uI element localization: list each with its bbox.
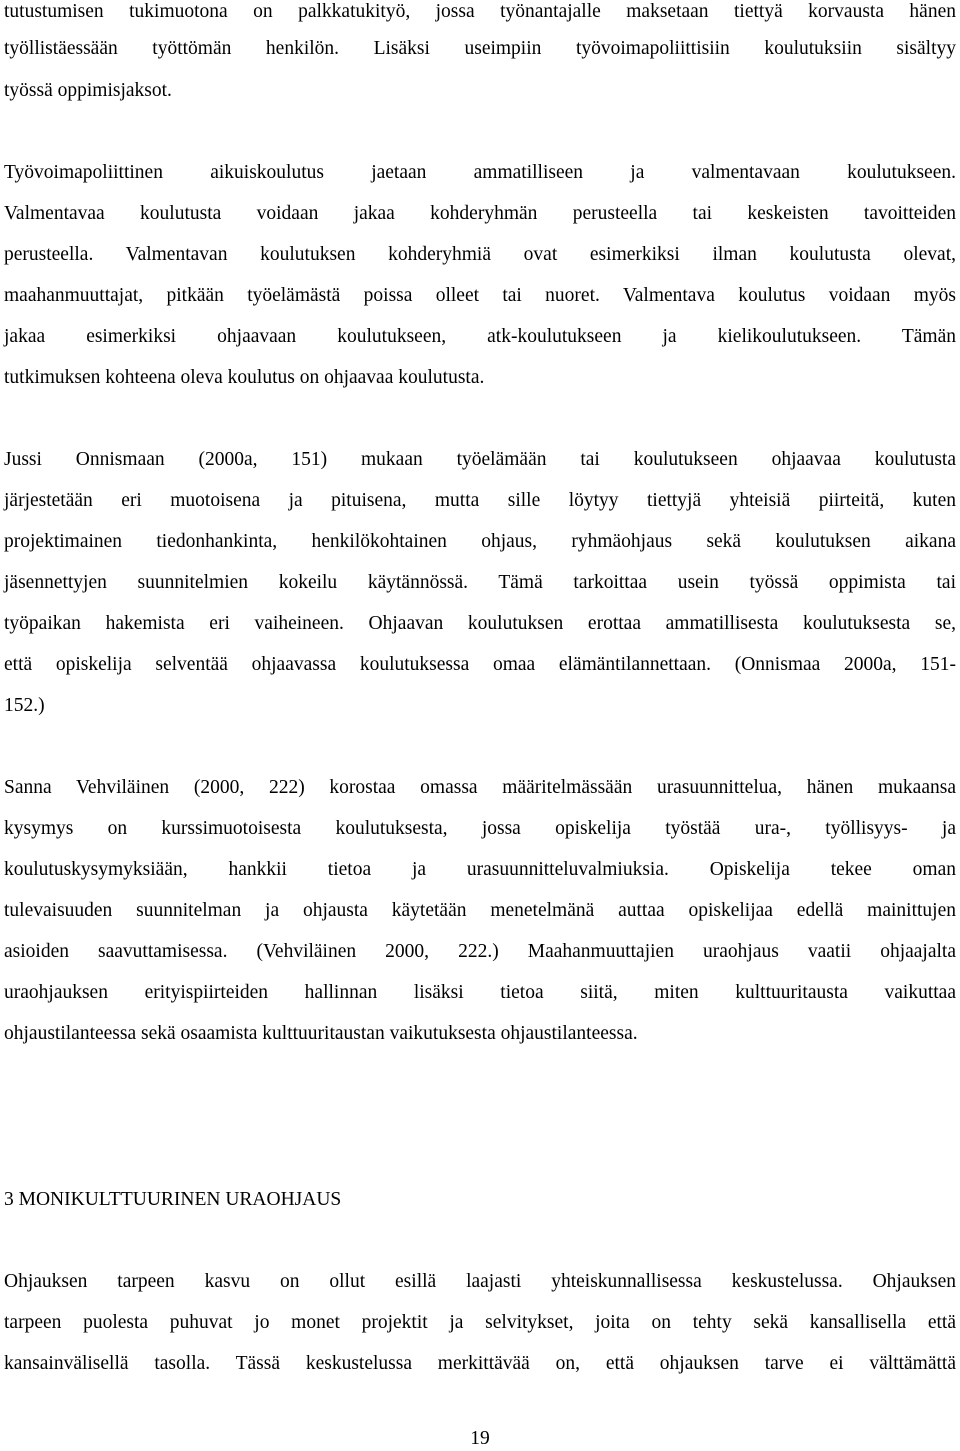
text-line: työllistäessään työttömän henkilön. Lisäksi useimpiin työvoimapoliittisiin koulutuksiin sisältyy (4, 38, 956, 59)
text-line: tutkimuksen kohteena oleva koulutus on ohjaavaa koulutusta. (4, 367, 485, 388)
text-line: projektimainen tiedonhankinta, henkilökohtainen ohjaus, ryhmäohjaus sekä koulutuksen aikana (4, 531, 956, 552)
text-line: kysymys on kurssimuotoisesta koulutuksesta, jossa opiskelija työstää ura-, työllisyys- ja (4, 818, 956, 839)
text-line: perusteella. Valmentavan koulutuksen kohderyhmiä ovat esimerkiksi ilman koulutusta olevat, (4, 244, 956, 265)
text-line: tutustumisen tukimuotona on palkkatukityö, jossa työnantajalle maksetaan tiettyä korvausta hänen (4, 1, 956, 22)
text-line: tulevaisuuden suunnitelman ja ohjausta käytetään menetelmänä auttaa opiskelijaa edellä mainittujen (4, 900, 956, 921)
text-line: 152.) (4, 695, 45, 716)
text-line: Ohjauksen tarpeen kasvu on ollut esillä laajasti yhteiskunnallisessa keskustelussa. Ohjauksen (4, 1271, 956, 1292)
text-line: työssä oppimisjaksot. (4, 80, 172, 101)
text-line: Työvoimapoliittinen aikuiskoulutus jaetaan ammatilliseen ja valmentavaan koulutukseen. (4, 162, 956, 183)
text-line: ohjaustilanteessa sekä osaamista kulttuuritaustan vaikutuksesta ohjaustilanteessa. (4, 1023, 638, 1044)
text-line: jäsennettyjen suunnitelmien kokeilu käytännössä. Tämä tarkoittaa usein työssä oppimista tai (4, 572, 956, 593)
text-line: Jussi Onnismaan (2000a, 151) mukaan työelämään tai koulutukseen ohjaavaa koulutusta (4, 449, 956, 470)
text-line: Sanna Vehviläinen (2000, 222) korostaa omassa määritelmässään urasuunnittelua, hänen mukaansa (4, 777, 956, 798)
text-line: järjestetään eri muotoisena ja pituisena, mutta sille löytyy tiettyjä yhteisiä piirteitä, kuten (4, 490, 956, 511)
text-line: uraohjauksen erityispiirteiden hallinnan lisäksi tietoa siitä, miten kulttuuritausta vaikuttaa (4, 982, 956, 1003)
text-line: tarpeen puolesta puhuvat jo monet projektit ja selvitykset, joita on tehty sekä kansallisella että (4, 1312, 956, 1333)
section-heading: 3 MONIKULTTUURINEN URAOHJAUS (4, 1189, 342, 1210)
text-line: asioiden saavuttamisessa. (Vehviläinen 2000, 222.) Maahanmuuttajien uraohjaus vaatii ohjaajalta (4, 941, 956, 962)
text-line: koulutuskysymyksiään, hankkii tietoa ja urasuunnitteluvalmiuksia. Opiskelija tekee oman (4, 859, 956, 880)
text-line: työpaikan hakemista eri vaiheineen. Ohjaavan koulutuksen erottaa ammatillisesta koulutuksesta se, (4, 613, 956, 634)
text-line: Valmentavaa koulutusta voidaan jakaa kohderyhmän perusteella tai keskeisten tavoitteiden (4, 203, 956, 224)
text-line: maahanmuuttajat, pitkään työelämästä poissa olleet tai nuoret. Valmentava koulutus voidaan myös (4, 285, 956, 306)
text-line: kansainvälisellä tasolla. Tässä keskustelussa merkittävää on, että ohjauksen tarve ei välttämättä (4, 1353, 956, 1374)
text-line: että opiskelija selventää ohjaavassa koulutuksessa omaa elämäntilannettaan. (Onnismaa 2000a, 151- (4, 654, 956, 675)
page-number: 19 (470, 1428, 490, 1449)
text-line: jakaa esimerkiksi ohjaavaan koulutukseen, atk-koulutukseen ja kielikoulutukseen. Tämän (4, 326, 956, 347)
